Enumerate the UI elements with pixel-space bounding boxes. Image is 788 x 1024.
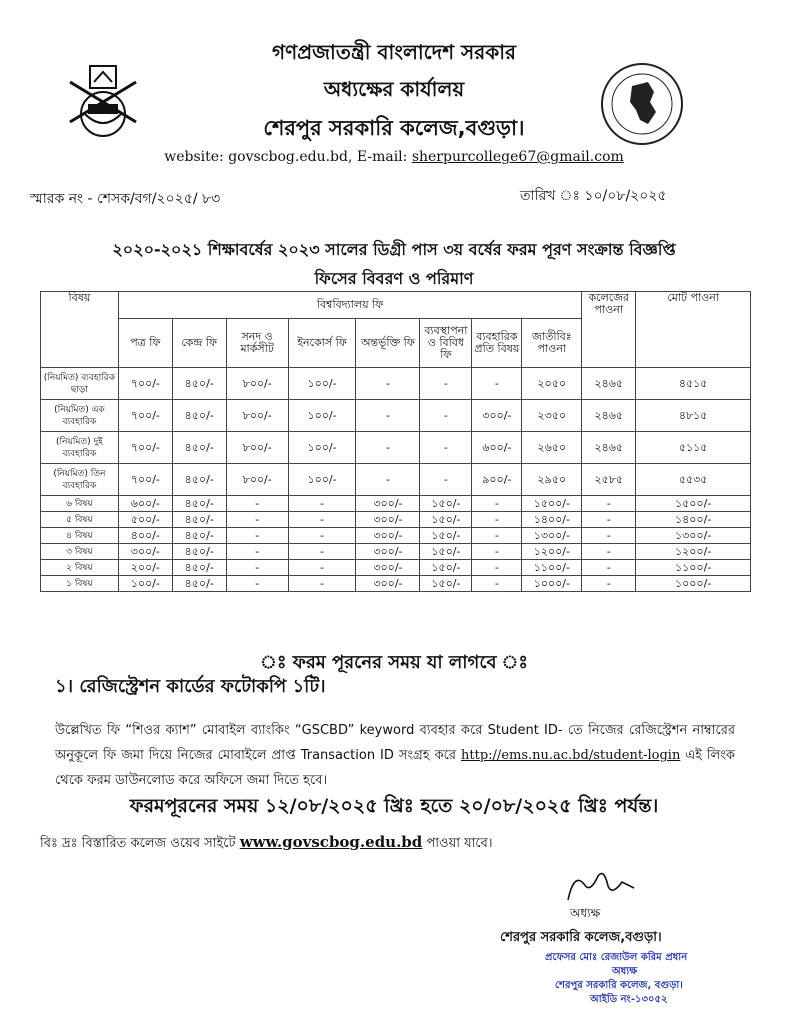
table-cell: - xyxy=(420,368,472,400)
table-cell: ১৫০/- xyxy=(420,512,472,528)
table-row xyxy=(41,544,751,560)
table-cell: ৭০০/- xyxy=(118,368,172,400)
instructions-text-end: এই লিংক থেকে ফরম ডাউনলোড করে অফিসে জমা দিতে হবে। xyxy=(55,748,736,788)
table-cell: ১১০০/- xyxy=(522,560,582,576)
table-cell: ১৪০০/- xyxy=(636,512,751,528)
table-cell: ৩০০/- xyxy=(356,576,420,592)
website-note xyxy=(40,833,493,855)
student-login-link[interactable]: http://ems.nu.ac.bd/student-login xyxy=(461,748,681,763)
memo-number: স্মারক নং - শেসক/বগ/২০২৫/ ৮৩ xyxy=(30,191,221,207)
table-cell: - xyxy=(582,528,636,544)
table-cell: ১০০০/- xyxy=(522,576,582,592)
table-cell: ১৫০/- xyxy=(420,560,472,576)
table-cell: - xyxy=(582,560,636,576)
table-cell: ৭০০/- xyxy=(118,464,172,496)
column-header: কেন্দ্র ফি xyxy=(172,319,226,368)
table-cell: - xyxy=(226,544,288,560)
college-name: শেরপুর সরকারি কলেজ,বগুড়া। xyxy=(263,116,525,140)
table-cell: - xyxy=(226,576,288,592)
table-cell: ৭০০/- xyxy=(118,432,172,464)
column-header: সনদ ও মার্কসীট xyxy=(226,319,288,368)
table-cell: ১২০০/- xyxy=(636,544,751,560)
table-cell: ২৪৬৫ xyxy=(582,368,636,400)
table-cell: ৪৫০/- xyxy=(172,544,226,560)
table-cell: - xyxy=(288,576,356,592)
table-cell: ১০০/- xyxy=(118,576,172,592)
table-cell: - xyxy=(420,432,472,464)
fee-table xyxy=(40,291,751,592)
table-cell: - xyxy=(472,544,522,560)
table-cell: ৭০০/- xyxy=(118,400,172,432)
row-label: ৫ বিষয় xyxy=(41,512,119,528)
table-cell: ২৫৮৫ xyxy=(582,464,636,496)
college-website-link[interactable]: www.govscbog.edu.bd xyxy=(239,833,423,851)
stamp-title: অধ্যক্ষ xyxy=(612,966,638,977)
table-cell: - xyxy=(472,576,522,592)
row-label: ১ বিষয় xyxy=(41,576,119,592)
table-cell: ১২০০/- xyxy=(522,544,582,560)
table-cell: ৪৫০/- xyxy=(172,432,226,464)
table-cell: - xyxy=(288,544,356,560)
stamp-name: প্রফেসর মোঃ রেজাউল করিম প্রধান xyxy=(545,952,688,963)
header-university-fee: বিশ্ববিদ্যালয় ফি xyxy=(118,292,581,319)
column-header: পত্র ফি xyxy=(118,319,172,368)
note-prefix: বিঃ দ্রঃ বিস্তারিত কলেজ ওয়েব সাইটে xyxy=(40,836,240,851)
table-cell: ৩০০/- xyxy=(472,400,522,432)
table-row xyxy=(41,528,751,544)
header-total-due: মোট পাওনা xyxy=(636,292,751,368)
gov-title: গণপ্রজাতন্ত্রী বাংলাদেশ সরকার xyxy=(272,40,516,64)
table-cell: ৩০০/- xyxy=(356,496,420,512)
header-college-due: কলেজের পাওনা xyxy=(582,292,636,368)
fee-title: ফিসের বিবরণ ও পরিমাণ xyxy=(314,269,474,288)
table-cell: ৪৫০/- xyxy=(172,576,226,592)
signature-college: শেরপুর সরকারি কলেজ,বগুড়া। xyxy=(500,930,662,945)
requirements-heading: ঃ ফরম পূরনের সময় যা লাগবে ঃ xyxy=(259,652,529,673)
table-cell: ২০৫০ xyxy=(522,368,582,400)
table-cell: ১৫০০/- xyxy=(636,496,751,512)
table-cell: ১৫০/- xyxy=(420,576,472,592)
table-cell: ৫১১৫ xyxy=(636,432,751,464)
table-cell: ৬০০/- xyxy=(118,496,172,512)
table-cell: - xyxy=(472,496,522,512)
table-cell: - xyxy=(288,512,356,528)
office-title: অধ্যক্ষের কার্যালয় xyxy=(323,77,465,101)
row-label: ৪ বিষয় xyxy=(41,528,119,544)
table-row xyxy=(41,432,751,464)
table-cell: ২৩৫০ xyxy=(522,400,582,432)
row-label: (নিয়মিত) দুই ব্যবহারিক xyxy=(41,432,119,464)
table-cell: ১১০০/- xyxy=(636,560,751,576)
table-cell: ৩০০/- xyxy=(356,560,420,576)
table-row xyxy=(41,496,751,512)
header-subject: বিষয় xyxy=(41,292,119,368)
row-label: (নিয়মিত) তিন ব্যবহারিক xyxy=(41,464,119,496)
table-cell: ৮০০/- xyxy=(226,432,288,464)
table-cell: ১৩০০/- xyxy=(522,528,582,544)
table-cell: ৩০০/- xyxy=(356,512,420,528)
requirement-item: ১। রেজিস্ট্রেশন কার্ডের ফটোকপি ১টি। xyxy=(55,676,326,697)
table-cell: - xyxy=(582,496,636,512)
table-cell: ১৫০/- xyxy=(420,544,472,560)
table-cell: ৩০০/- xyxy=(356,544,420,560)
table-cell: ৮০০/- xyxy=(226,400,288,432)
table-cell: ২৬৫০ xyxy=(522,432,582,464)
table-row xyxy=(41,560,751,576)
table-cell: - xyxy=(288,528,356,544)
table-row xyxy=(41,512,751,528)
table-cell: - xyxy=(582,544,636,560)
table-cell: - xyxy=(226,512,288,528)
table-cell: - xyxy=(420,400,472,432)
table-cell: ৪৫০/- xyxy=(172,464,226,496)
table-cell: ২৪৬৫ xyxy=(582,400,636,432)
table-row xyxy=(41,400,751,432)
table-cell: ৬০০/- xyxy=(472,432,522,464)
form-fillup-deadline: ফরমপূরনের সময় ১২/০৮/২০২৫ খ্রিঃ হতে ২০/০৮/২০২৫ খ্রিঃ পর্যন্ত। xyxy=(129,795,659,817)
table-cell: ১০০/- xyxy=(288,464,356,496)
column-header: জাতীবিঃ পাওনা xyxy=(522,319,582,368)
table-cell: ১০০/- xyxy=(288,400,356,432)
table-cell: - xyxy=(356,432,420,464)
principal-title: অধ্যক্ষ xyxy=(570,906,601,920)
column-header: অন্তর্ভূক্তি ফি xyxy=(356,319,420,368)
table-cell: - xyxy=(226,528,288,544)
website-text: website: govscbog.edu.bd, E-mail: xyxy=(164,149,412,165)
table-cell: - xyxy=(226,496,288,512)
table-cell: ৮০০/- xyxy=(226,368,288,400)
table-cell: ১৩০০/- xyxy=(636,528,751,544)
row-label: (নিয়মিত) ব্যবহারিক ছাড়া xyxy=(41,368,119,400)
table-cell: ৪০০/- xyxy=(118,528,172,544)
contact-line xyxy=(0,149,788,165)
table-cell: ৫৫৩৫ xyxy=(636,464,751,496)
table-cell: - xyxy=(288,560,356,576)
table-cell: ২৪৬৫ xyxy=(582,432,636,464)
stamp-college: শেরপুর সরকারি কলেজ, বগুড়া। xyxy=(555,980,683,991)
table-cell: - xyxy=(472,528,522,544)
table-cell: ১০০০/- xyxy=(636,576,751,592)
table-cell: ৪৫০/- xyxy=(172,368,226,400)
table-cell: ৪৫০/- xyxy=(172,512,226,528)
table-cell: - xyxy=(420,464,472,496)
table-cell: - xyxy=(472,368,522,400)
table-row xyxy=(41,368,751,400)
table-cell: ৪৮১৫ xyxy=(636,400,751,432)
notice-title: ২০২০-২০২১ শিক্ষাবর্ষের ২০২৩ সালের ডিগ্রী পাস ৩য় বর্ষের ফরম পূরণ সংক্রান্ত বিজ্ঞপ্তি xyxy=(112,240,676,259)
column-header: ব্যবস্থাপনা ও বিবিধ ফি xyxy=(420,319,472,368)
column-header: ব্যবহারিক প্রতি বিষয় xyxy=(472,319,522,368)
email-link[interactable]: sherpurcollege67@gmail.com xyxy=(411,149,624,165)
table-cell: ১৫০/- xyxy=(420,496,472,512)
table-cell: ২০০/- xyxy=(118,560,172,576)
table-cell: - xyxy=(356,368,420,400)
table-cell: ১৪০০/- xyxy=(522,512,582,528)
table-cell: ৪৫১৫ xyxy=(636,368,751,400)
table-cell: ১০০/- xyxy=(288,368,356,400)
table-cell: ৪৫০/- xyxy=(172,560,226,576)
table-cell: ৯০০/- xyxy=(472,464,522,496)
table-row xyxy=(41,576,751,592)
row-label: (নিয়মিত) এক ব্যবহারিক xyxy=(41,400,119,432)
table-cell: ১৫০/- xyxy=(420,528,472,544)
table-cell: - xyxy=(288,496,356,512)
table-cell: ১৫০০/- xyxy=(522,496,582,512)
table-cell: - xyxy=(226,560,288,576)
table-cell: - xyxy=(356,464,420,496)
table-cell: ২৯৫০ xyxy=(522,464,582,496)
table-cell: - xyxy=(472,512,522,528)
table-cell: ৩০০/- xyxy=(118,544,172,560)
table-cell: ৪৫০/- xyxy=(172,528,226,544)
table-cell: ৩০০/- xyxy=(356,528,420,544)
table-cell: ৮০০/- xyxy=(226,464,288,496)
note-suffix: পাওয়া যাবে। xyxy=(422,836,493,851)
date: তারিখ ঃ ১০/০৮/২০২৫ xyxy=(520,188,667,204)
table-cell: ৫০০/- xyxy=(118,512,172,528)
table-cell: ১০০/- xyxy=(288,432,356,464)
column-header: ইনকোর্স ফি xyxy=(288,319,356,368)
payment-instructions xyxy=(55,718,735,793)
table-cell: - xyxy=(356,400,420,432)
table-cell: - xyxy=(472,560,522,576)
table-cell: - xyxy=(582,576,636,592)
table-cell: ৪৫০/- xyxy=(172,496,226,512)
row-label: ৩ বিষয় xyxy=(41,544,119,560)
stamp-id: আইডি নং-১৩০৫২ xyxy=(590,994,668,1005)
instructions-text: উল্লেখিত ফি “শিওর ক্যাশ” মোবাইল ব্যাংকিং “GSCBD” keyword ব্যবহার করে Student ID- তে নিজের রেজিস্ট্রেশন নাম্বারের অনুকূলে ফি জমা দিয়ে নিজের মোবাইলে প্রাপ্ত Transaction ID সংগ্রহ করে xyxy=(55,723,735,763)
table-cell: ৪৫০/- xyxy=(172,400,226,432)
table-row xyxy=(41,464,751,496)
table-cell: - xyxy=(582,512,636,528)
row-label: ২ বিষয় xyxy=(41,560,119,576)
row-label: ৬ বিষয় xyxy=(41,496,119,512)
